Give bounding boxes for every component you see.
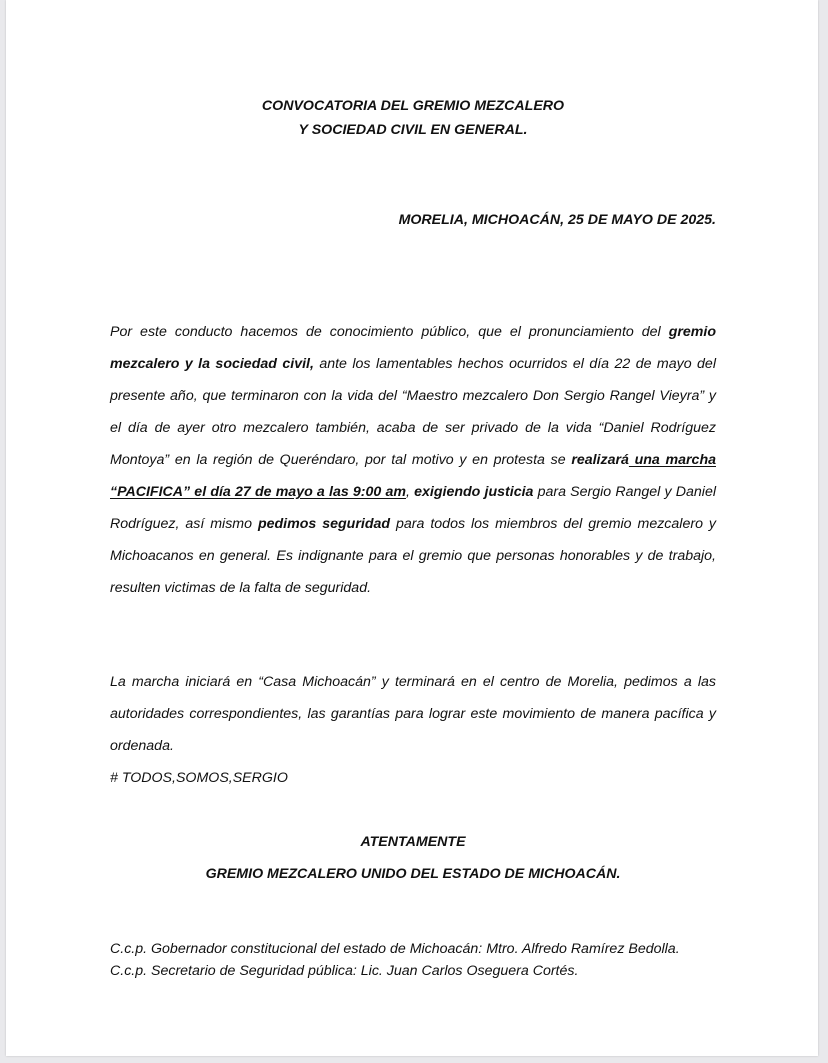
p1-text-5: para todos los miembros del gremio mezcalero y Michoacanos en general. Es indignante para el gremio que personas honorables y de trabajo, resulten victimas de la falta de seguridad. [110,516,716,596]
dateline: MORELIA, MICHOACÁN, 25 DE MAYO DE 2025. [398,212,716,228]
document-title [110,94,716,142]
document-page [6,0,818,1056]
title-line-1: CONVOCATORIA DEL GREMIO MEZCALERO [261,98,565,114]
closing-signature: GREMIO MEZCALERO UNIDO DEL ESTADO DE MICHOACÁN. [205,866,621,882]
hashtag: # TODOS,SOMOS,SERGIO [110,770,288,786]
paragraph-2: La marcha iniciará en “Casa Michoacán” y terminará en el centro de Morelia, pedimos a las autoridades correspondientes, las garantías para lograr este movimiento de manera pacífica y ordenada. [110,674,716,754]
p1-text-4: para Sergio Rangel y Daniel Rodríguez, así mismo [110,484,716,532]
p1-bold-realizara: realizará [571,452,629,468]
paragraph-1 [110,316,716,604]
p1-text-2: ante los lamentables hechos ocurridos el día 22 de mayo del presente año, que terminaron con la vida del “Maestro mezcalero Don Sergio Rangel Vieyra” y el día de ayer otro mezcalero también, acaba de ser privado de la vida “Daniel Rodríguez Montoya” en la región de Queréndaro, por tal motivo y en protesta se [110,356,716,468]
p1-text-1: Por este conducto hacemos de conocimiento público, que el pronunciamiento del [110,324,669,340]
p1-bold-justicia: exigiendo justicia [414,484,534,500]
ccp-line-2: C.c.p. Secretario de Seguridad pública: Lic. Juan Carlos Oseguera Cortés. [110,963,579,979]
p1-bold-seguridad: pedimos seguridad [257,516,391,532]
closing-atentamente: ATENTAMENTE [360,834,466,850]
ccp-block [110,938,716,982]
p1-bold-gremio: gremio mezcalero y la sociedad civil, [110,324,716,372]
closing-block [110,826,716,890]
p1-text-3: , [406,484,415,500]
p1-bold-marcha: una marcha “PACIFICA” el día 27 de mayo a las 9:00 am [110,452,716,500]
ccp-line-1: C.c.p. Gobernador constitucional del estado de Michoacán: Mtro. Alfredo Ramírez Bedolla. [110,941,680,957]
title-line-2: Y SOCIEDAD CIVIL EN GENERAL. [298,122,528,138]
